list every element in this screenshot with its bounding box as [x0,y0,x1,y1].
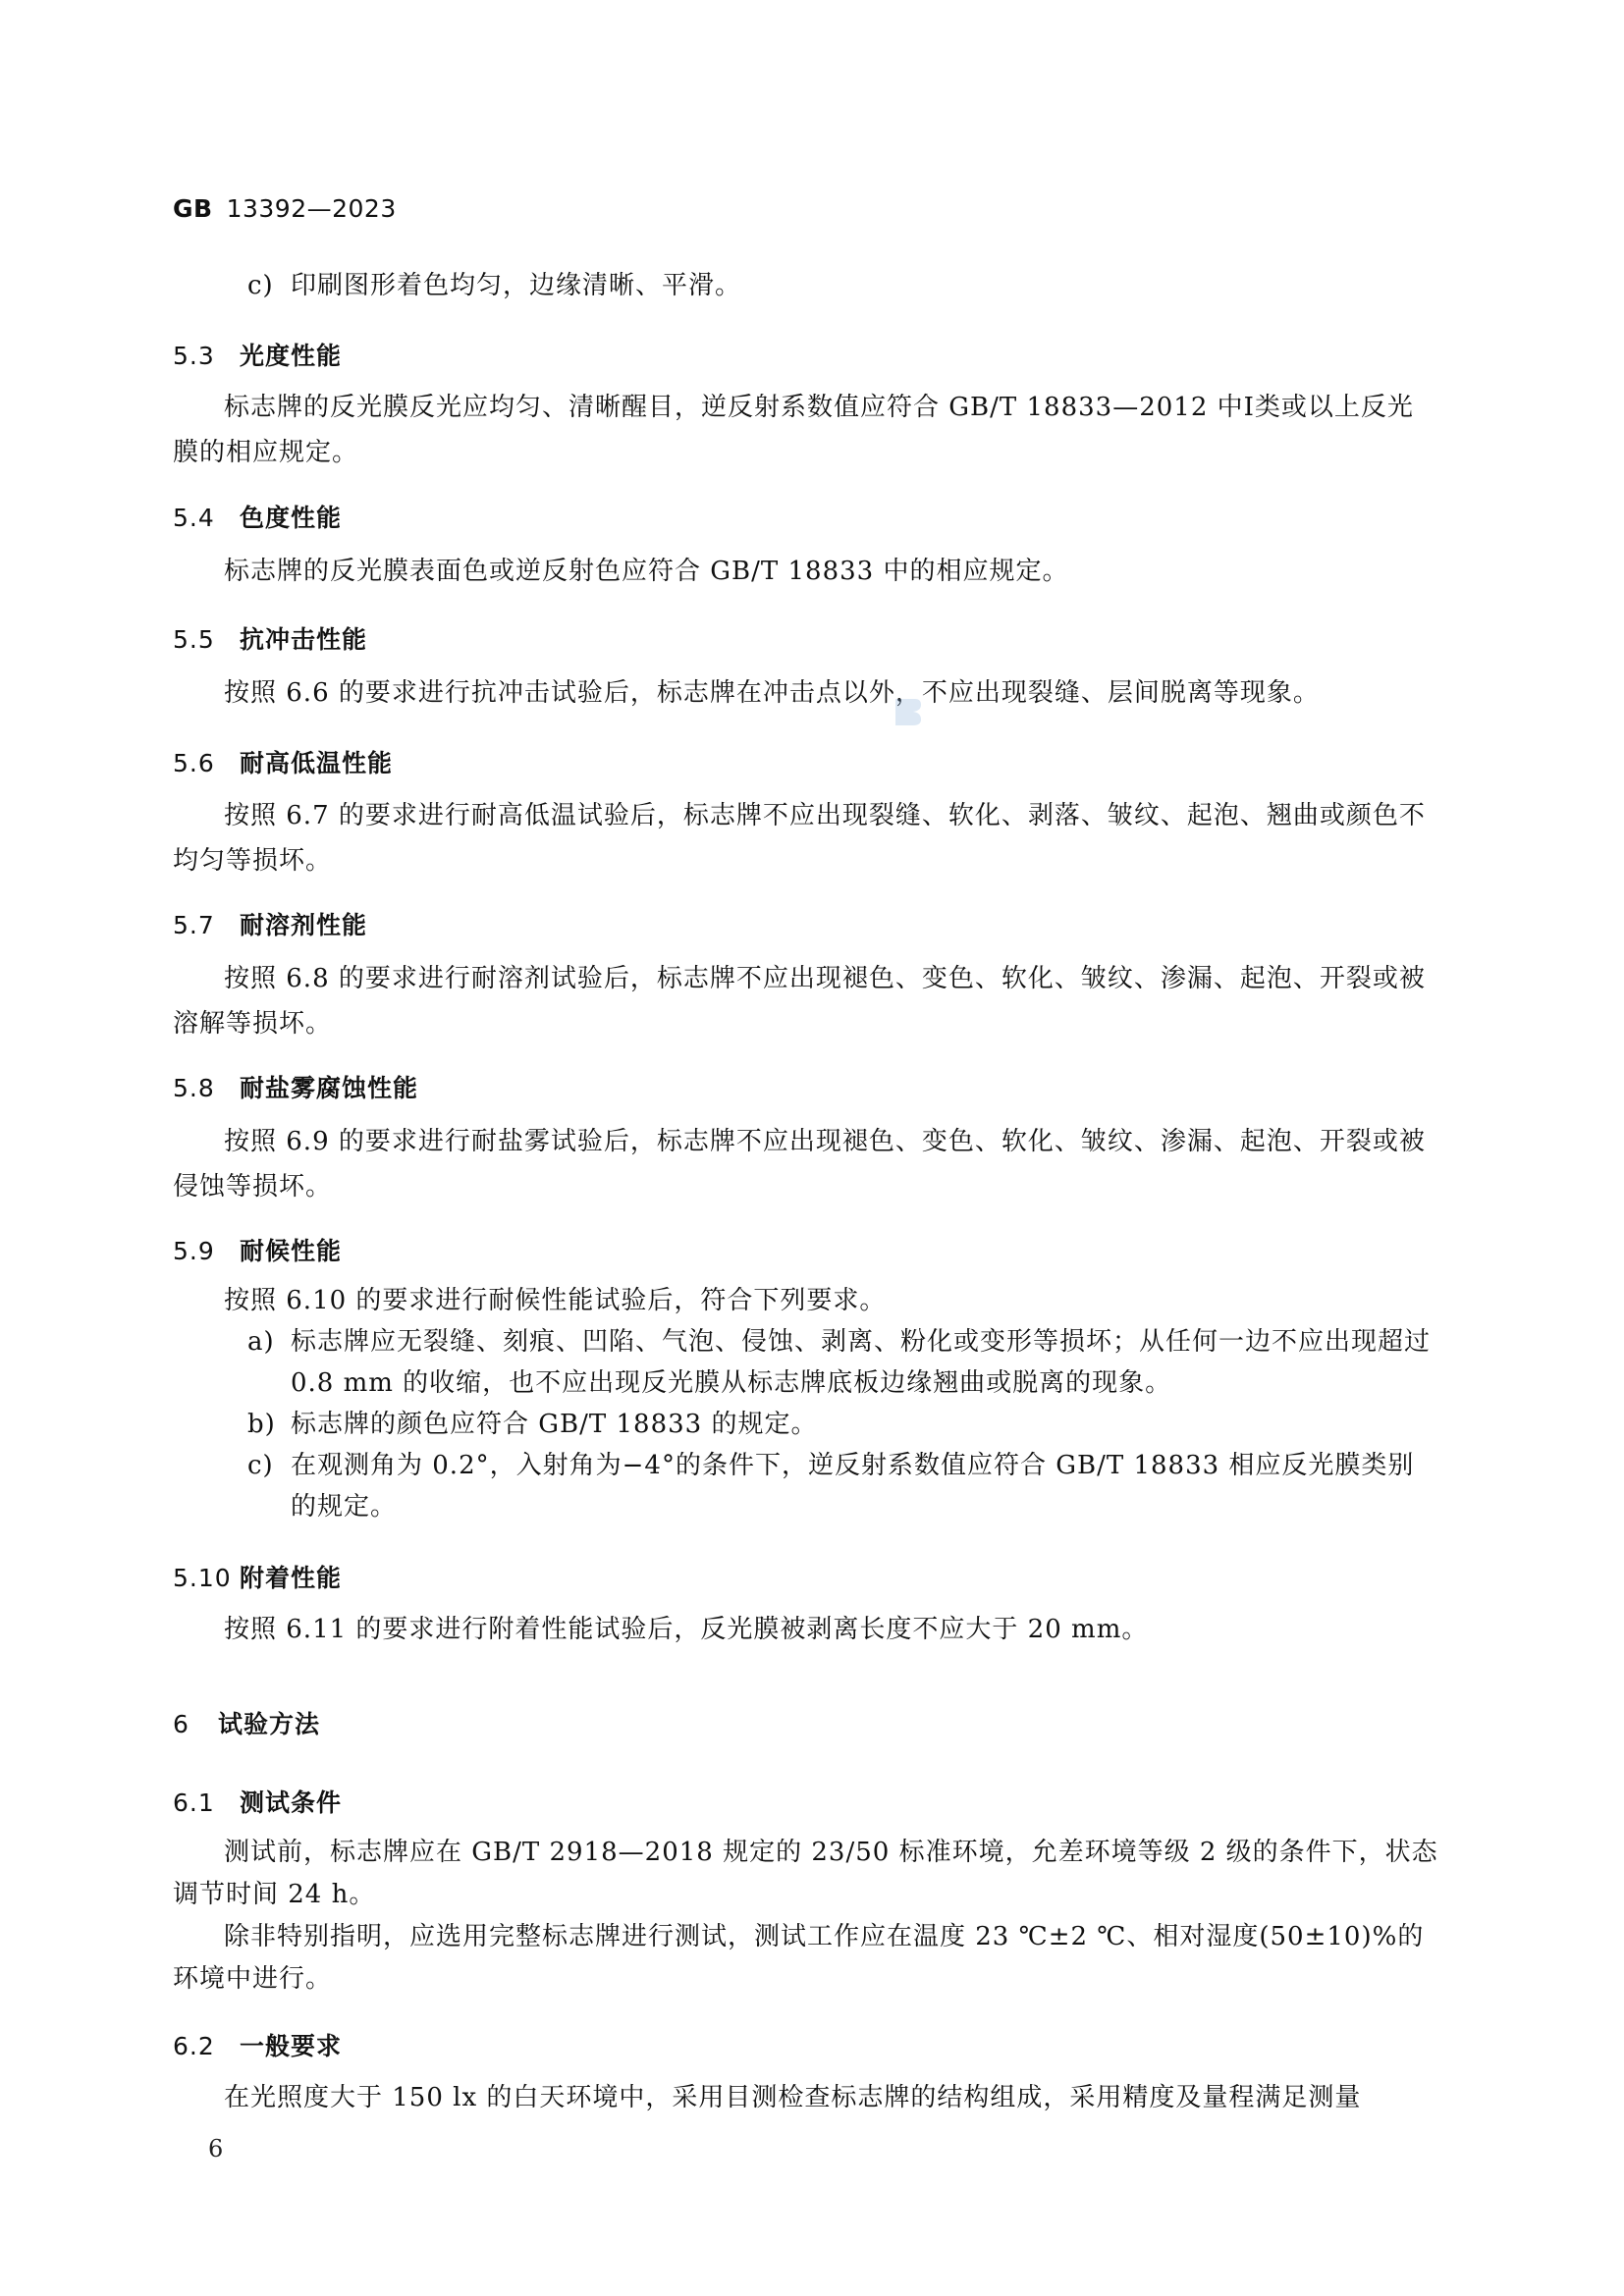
section-number: 5.3 [173,342,215,370]
section-title: 耐盐雾腐蚀性能 [240,1074,419,1102]
section-title: 抗冲击性能 [240,625,368,654]
section-heading-5-9 [173,1232,342,1267]
top-list-item [173,263,1439,308]
section-number: 6.2 [173,2032,215,2060]
section-number: 5.7 [173,911,215,939]
section-heading-5-5 [173,620,367,656]
paragraph: 按照 6.8 的要求进行耐溶剂试验后，标志牌不应出现褪色、变色、软化、皱纹、渗漏、起泡、开裂或被溶解等损坏。 [173,964,1426,1039]
list-item [173,1445,1439,1527]
paragraph: 按照 6.11 的要求进行附着性能试验后，反光膜被剥离长度不应大于 20 mm。 [224,1615,1149,1644]
section-title: 耐候性能 [240,1237,343,1265]
chapter-title: 试验方法 [218,1710,321,1738]
item-text: 标志牌应无裂缝、刻痕、凹陷、气泡、侵蚀、剥离、粉化或变形等损坏；从任何一边不应出现超过 0.8 mm 的收缩，也不应出现反光膜从标志牌底板边缘翘曲或脱离的现象。 [291,1327,1432,1398]
paragraph: 除非特别指明，应选用完整标志牌进行测试，测试工作应在温度 23 ℃±2 ℃、相对湿度(50±10)%的环境中进行。 [173,1922,1425,1994]
section-heading-5-10 [173,1559,342,1594]
standard-prefix: GB [173,194,213,223]
section-title: 附着性能 [240,1564,343,1592]
section-number: 5.5 [173,625,215,654]
section-title: 耐高低温性能 [240,749,394,777]
paragraph: 按照 6.6 的要求进行抗冲击试验后，标志牌在冲击点以外，不应出现裂缝、层间脱离等现象。 [224,678,1320,708]
section-heading-5-7 [173,906,367,941]
section-heading-6-2 [173,2027,342,2062]
list-item [173,1321,1439,1404]
paragraph: 按照 6.10 的要求进行耐候性能试验后，符合下列要求。 [224,1286,887,1315]
watermark-logo-icon [888,693,925,730]
section-body-5-9 [173,1280,1439,1527]
standard-number: 13392—2023 [226,194,397,223]
section-title: 色度性能 [240,504,343,532]
paragraph: 在光照度大于 150 lx 的白天环境中，采用目测检查标志牌的结构组成，采用精度及量程满足测量 [224,2083,1362,2112]
item-text: 在观测角为 0.2°，入射角为−4°的条件下，逆反射系数值应符合 GB/T 18833 相应反光膜类别的规定。 [291,1451,1415,1522]
section-title: 耐溶剂性能 [240,911,368,939]
standard-number-header [173,194,397,223]
section-body-5-4 [173,549,1439,594]
paragraph: 按照 6.7 的要求进行耐高低温试验后，标志牌不应出现裂缝、软化、剥落、皱纹、起泡、翘曲或颜色不均匀等损坏。 [173,801,1426,876]
section-title: 一般要求 [240,2032,343,2060]
section-body-5-3 [173,385,1439,475]
section-body-5-7 [173,956,1439,1046]
section-body-5-10 [173,1607,1439,1652]
section-number: 6.1 [173,1789,215,1817]
section-heading-5-4 [173,499,342,534]
item-label: c) [247,1451,274,1480]
section-body-5-5 [173,670,1439,716]
page-number: 6 [208,2135,224,2163]
section-body-5-6 [173,793,1439,883]
chapter-number: 6 [173,1710,189,1738]
section-number: 5.9 [173,1237,215,1265]
paragraph: 标志牌的反光膜表面色或逆反射色应符合 GB/T 18833 中的相应规定。 [224,557,1069,586]
list-item [173,1404,1439,1445]
section-title: 光度性能 [240,342,343,370]
item-text: 印刷图形着色均匀，边缘清晰、平滑。 [291,271,742,300]
chapter-heading-6 [173,1705,320,1740]
section-number: 5.10 [173,1564,232,1592]
section-number: 5.8 [173,1074,215,1102]
section-body-5-8 [173,1119,1439,1209]
item-label: c) [247,271,274,300]
section-number: 5.4 [173,504,215,532]
section-heading-6-1 [173,1784,342,1819]
section-title: 测试条件 [240,1789,343,1817]
section-heading-5-3 [173,337,342,372]
paragraph: 测试前，标志牌应在 GB/T 2918—2018 规定的 23/50 标准环境，允差环境等级 2 级的条件下，状态调节时间 24 h。 [173,1838,1438,1909]
paragraph: 按照 6.9 的要求进行耐盐雾试验后，标志牌不应出现褪色、变色、软化、皱纹、渗漏、起泡、开裂或被侵蚀等损坏。 [173,1127,1426,1201]
section-heading-5-6 [173,744,393,779]
item-text: 标志牌的颜色应符合 GB/T 18833 的规定。 [291,1410,818,1439]
item-label: a) [247,1327,275,1357]
section-number: 5.6 [173,749,215,777]
item-label: b) [247,1410,276,1439]
section-body-6-2 [173,2075,1439,2120]
paragraph: 标志牌的反光膜反光应均匀、清晰醒目，逆反射系数值应符合 GB/T 18833—2012 中Ⅰ类或以上反光膜的相应规定。 [173,393,1414,467]
section-body-6-1 [173,1832,1439,2001]
section-heading-5-8 [173,1069,418,1104]
